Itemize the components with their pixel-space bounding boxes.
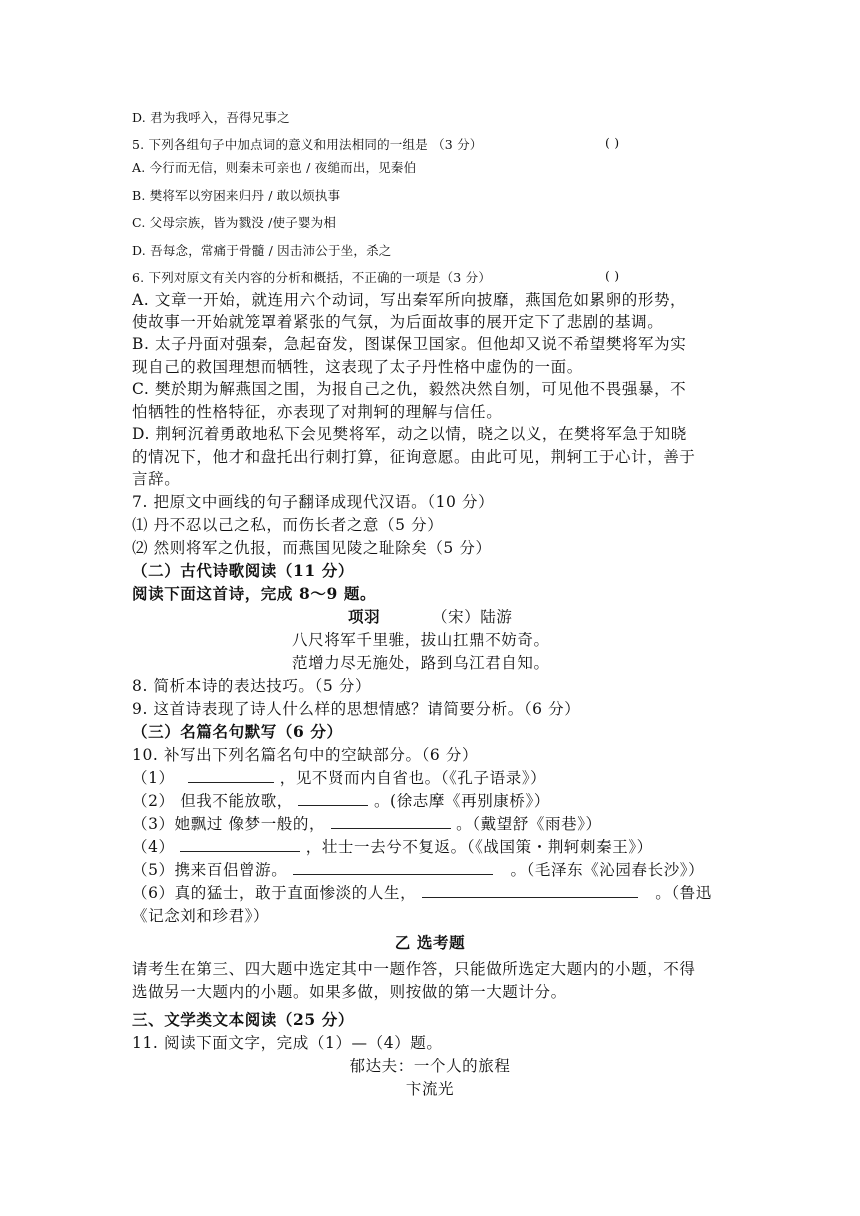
q6-option-a-line1: A. 文章一开始，就连用六个动词，写出秦军所向披靡，燕国危如累卵的形势， [132,291,687,309]
q10-item-6-text: （6）真的猛士，敢于直面惨淡的人生， [132,884,417,902]
q5-stem: 5. 下列各组句子中加点词的意义和用法相同的一组是 （3 分） [132,137,483,152]
q10-item-3-source: 。（戴望舒《雨巷》） [456,815,602,833]
q9-stem: 9. 这首诗表现了诗人什么样的思想情感？请简要分析。（6 分） [132,700,581,718]
q10-item-2 [132,789,550,811]
recitation-section-heading: （三）名篇名句默写（6 分） [132,722,343,741]
q10-item-4-number: （4） [132,838,175,856]
q6-option-b-line2: 现自己的救国理想而牺牲，这表现了太子丹性格中虚伪的一面。 [132,358,583,376]
poem-author: （宋）陆游 [432,608,513,626]
q5-option-c: C. 父母宗族，皆为戮没 /使子婴为相 [132,215,337,230]
q7-sentence-2: ⑵ 然则将军之仇报，而燕国见陵之耻除矣（5 分） [132,539,492,557]
q10-item-1-number: （1） [132,769,175,787]
q6-option-c-line1: C. 樊於期为解燕国之围，为报自己之仇，毅然决然自刎，可见他不畏强暴，不 [132,380,687,398]
q10-item-3 [132,812,602,834]
poem-line-2: 范增力尽无施处，路到乌江君自知。 [292,654,550,672]
q10-stem: 10. 补写出下列名篇名句中的空缺部分。（6 分） [132,746,479,764]
q6-option-d-line1: D. 荆轲沉着勇敢地私下会见樊将军，动之以情，晓之以义，在樊将军急于知晓 [132,425,687,443]
q8-stem: 8. 简析本诗的表达技巧。（5 分） [132,677,372,695]
q10-item-5-source: 。（毛泽东《沁园春长沙》） [510,861,705,879]
q10-item-4-blank[interactable] [180,837,300,852]
q6-option-c-line2: 怕牺牲的性格特征，亦表现了对荆轲的理解与信任。 [132,403,503,421]
q5-answer-paren: ( ) [605,135,620,150]
q10-item-5-blank[interactable] [293,860,493,875]
q6-answer-paren: ( ) [605,268,620,283]
poetry-instruction: 阅读下面这首诗，完成 8～9 题。 [132,584,377,603]
q10-item-1-blank[interactable] [188,768,274,783]
q10-item-5 [132,858,704,880]
q5-option-a: A. 今行而无信，则秦未可亲也 / 夜缒而出，见秦伯 [132,160,417,175]
part-b-note-line1: 请考生在第三、四大题中选定其中一题作答，只能做所选定大题内的小题，不得 [132,960,696,978]
q10-item-6-blank[interactable] [422,883,638,898]
literary-section-heading: 三、文学类文本阅读（25 分） [132,1010,354,1029]
q6-option-b-line1: B. 太子丹面对强秦，急起奋发，图谋保卫国家。但他却又说不希望樊将军为实 [132,335,687,353]
q10-item-3-blank[interactable] [331,814,451,829]
q10-item-3-text: （3）她飘过 像梦一般的， [132,815,326,833]
article-title: 郁达夫：一个人的旅程 [349,1057,511,1075]
q10-item-6-source: 。（鲁迅 [655,884,712,902]
q7-stem: 7. 把原文中画线的句子翻译成现代汉语。（10 分） [132,493,495,511]
q6-option-d-line2: 的情况下，他才和盘托出行刺打算，征询意愿。由此可见，荆轲工于心计，善于 [132,448,696,466]
q6-stem: 6. 下列对原文有关内容的分析和概括，不正确的一项是（3 分） [132,270,492,285]
q7-sentence-1: ⑴ 丹不忍以己之私，而伤长者之意（5 分） [132,516,444,534]
poem-line-1: 八尺将军千里骓，拔山扛鼎不妨奇。 [292,631,550,649]
q6-option-d-line3: 言辞。 [132,470,181,488]
q10-item-1 [132,766,546,788]
q10-item-5-text: （5）携来百侣曾游。 [132,861,288,879]
poetry-section-heading: （二）古代诗歌阅读（11 分） [132,561,354,580]
q5-option-b: B. 樊将军以穷困来归丹 / 敢以烦执事 [132,188,341,203]
q6-option-a-line2: 使故事一开始就笼罩着紧张的气氛，为后面故事的展开定下了悲剧的基调。 [132,313,664,331]
q10-item-4 [132,835,653,857]
q10-item-2-blank[interactable] [298,791,368,806]
part-b-note-line2: 选做另一大题内的小题。如果多做，则按做的第一大题计分。 [132,983,567,1001]
q10-item-6-source-line2: 《记念刘和珍君》） [132,907,270,925]
q10-item-2-source: 。(徐志摩《再别康桥》） [373,792,550,810]
q10-item-2-text: （2） 但我不能放歌， [132,792,293,810]
q10-item-1-text: ，见不贤而内自省也。（《孔子语录》） [279,769,547,787]
part-b-title: 乙 选考题 [394,933,466,952]
q4-option-d: D. 君为我呼入，吾得兄事之 [132,110,290,125]
article-author: 卞流光 [405,1080,455,1098]
poem-title: 项羽 [348,607,381,626]
q5-option-d: D. 吾每念，常痛于骨髓 / 因击沛公于坐，杀之 [132,243,392,258]
q11-stem: 11. 阅读下面文字，完成（1）—（4）题。 [132,1034,443,1052]
q10-item-4-text: ，壮士一去兮不复返。（《战国策・荆轲刺秦王》） [305,838,653,856]
q10-item-6 [132,881,712,903]
